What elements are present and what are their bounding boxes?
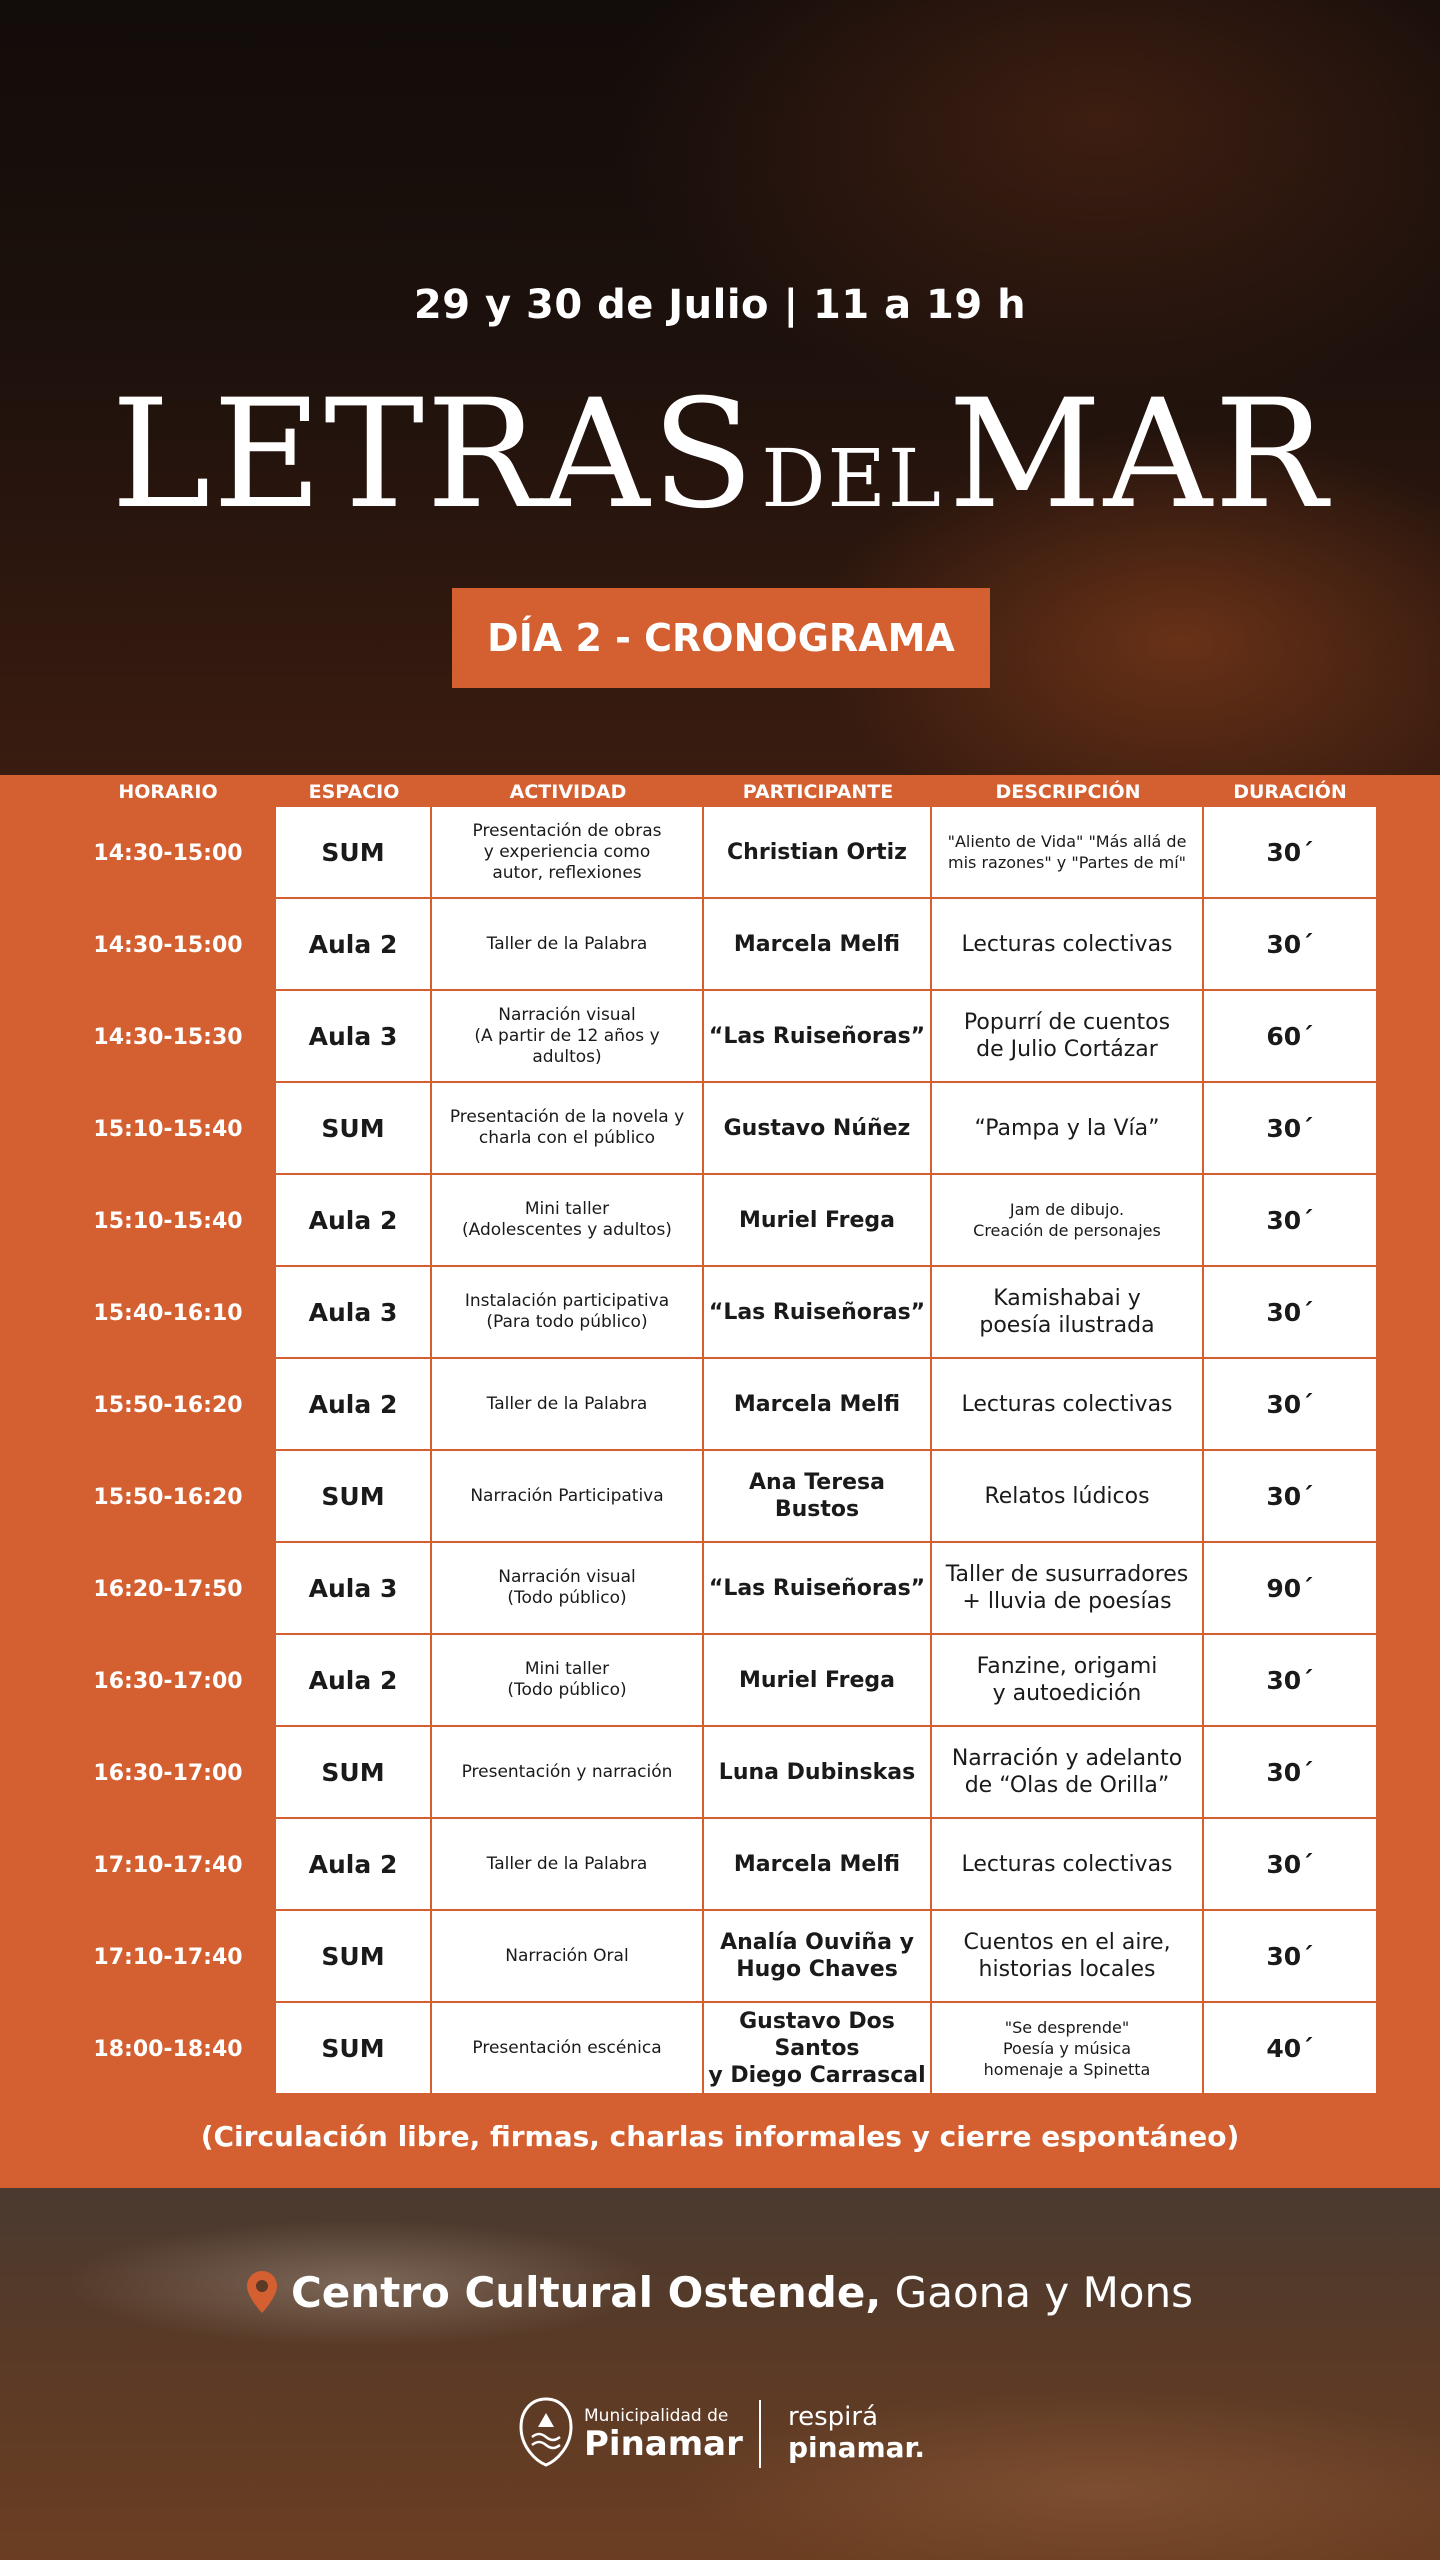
row-duracion: 30´ — [1204, 1175, 1376, 1267]
row-duracion: 30´ — [1204, 1911, 1376, 2003]
row-espacio: Aula 3 — [276, 991, 432, 1083]
row-duracion: 40´ — [1204, 2003, 1376, 2095]
row-actividad: Taller de la Palabra — [432, 899, 704, 991]
row-participante: Muriel Frega — [704, 1175, 932, 1267]
row-descripcion: Narración y adelanto de “Olas de Orilla” — [932, 1727, 1204, 1819]
row-actividad: Narración visual (Todo público) — [432, 1543, 704, 1635]
row-espacio: Aula 2 — [276, 1635, 432, 1727]
row-descripcion: "Se desprende" Poesía y música homenaje a Spinetta — [932, 2003, 1204, 2095]
row-duracion: 90´ — [1204, 1543, 1376, 1635]
row-participante: Analía Ouviña y Hugo Chaves — [704, 1911, 932, 2003]
schedule-section — [0, 775, 1440, 2188]
hero-banner — [0, 0, 1440, 775]
row-participante: Ana Teresa Bustos — [704, 1451, 932, 1543]
venue-address: Gaona y Mons — [894, 2268, 1193, 2317]
column-header-participante: PARTICIPANTE — [742, 781, 894, 803]
row-actividad: Narración Oral — [432, 1911, 704, 2003]
title-word-letras: LETRAS — [111, 368, 757, 542]
title-word-mar: MAR — [948, 368, 1329, 542]
table-row — [0, 1267, 1440, 1359]
row-actividad: Taller de la Palabra — [432, 1359, 704, 1451]
row-duracion: 30´ — [1204, 1359, 1376, 1451]
row-espacio: SUM — [276, 1727, 432, 1819]
row-participante: Marcela Melfi — [704, 1819, 932, 1911]
row-espacio: SUM — [276, 1083, 432, 1175]
row-horario: 15:10-15:40 — [93, 1116, 243, 1142]
table-row — [0, 1727, 1440, 1819]
row-duracion: 30´ — [1204, 899, 1376, 991]
table-row — [0, 1451, 1440, 1543]
logos — [0, 2394, 1440, 2474]
table-row — [0, 807, 1440, 899]
row-actividad: Presentación de obras y experiencia como autor, reflexiones — [432, 807, 704, 899]
row-descripcion: “Pampa y la Vía” — [932, 1083, 1204, 1175]
day-badge: DÍA 2 - CRONOGRAMA — [452, 588, 990, 688]
row-espacio: Aula 2 — [276, 899, 432, 991]
row-actividad: Mini taller (Todo público) — [432, 1635, 704, 1727]
respira-label: respirá — [788, 2402, 879, 2432]
municipality-name: Pinamar — [584, 2424, 743, 2464]
row-participante: Gustavo Dos Santos y Diego Carrascal — [704, 2003, 932, 2095]
row-actividad: Narración Participativa — [432, 1451, 704, 1543]
row-duracion: 30´ — [1204, 1819, 1376, 1911]
table-row — [0, 1635, 1440, 1727]
row-horario: 14:30-15:00 — [93, 932, 243, 958]
row-horario: 18:00-18:40 — [93, 2036, 243, 2062]
row-descripcion: Relatos lúdicos — [932, 1451, 1204, 1543]
row-horario: 16:30-17:00 — [93, 1760, 243, 1786]
row-duracion: 30´ — [1204, 1451, 1376, 1543]
row-descripcion: Taller de susurradores + lluvia de poesías — [932, 1543, 1204, 1635]
row-participante: “Las Ruiseñoras” — [704, 1267, 932, 1359]
row-duracion: 30´ — [1204, 1635, 1376, 1727]
row-horario: 15:50-16:20 — [93, 1392, 243, 1418]
row-duracion: 30´ — [1204, 1727, 1376, 1819]
venue-location — [0, 2268, 1440, 2323]
event-title — [0, 370, 1440, 540]
column-header-actividad: ACTIVIDAD — [509, 781, 627, 803]
row-actividad: Narración visual (A partir de 12 años y adultos) — [432, 991, 704, 1083]
row-espacio: SUM — [276, 1451, 432, 1543]
row-descripcion: Jam de dibujo. Creación de personajes — [932, 1175, 1204, 1267]
row-actividad: Instalación participativa (Para todo público) — [432, 1267, 704, 1359]
row-descripcion: Cuentos en el aire, historias locales — [932, 1911, 1204, 2003]
column-header-espacio: ESPACIO — [308, 781, 400, 803]
row-participante: Christian Ortiz — [704, 807, 932, 899]
pinamar-label: pinamar. — [788, 2431, 925, 2464]
row-descripcion: Fanzine, origami y autoedición — [932, 1635, 1204, 1727]
row-actividad: Taller de la Palabra — [432, 1819, 704, 1911]
row-espacio: SUM — [276, 2003, 432, 2095]
venue-name: Centro Cultural Ostende, — [290, 2268, 882, 2317]
table-row — [0, 1359, 1440, 1451]
respira-pinamar-logo — [788, 2402, 925, 2464]
row-actividad: Presentación de la novela y charla con el público — [432, 1083, 704, 1175]
row-espacio: SUM — [276, 807, 432, 899]
footer — [0, 2188, 1440, 2560]
table-row — [0, 1819, 1440, 1911]
row-participante: “Las Ruiseñoras” — [704, 991, 932, 1083]
row-actividad: Presentación escénica — [432, 2003, 704, 2095]
table-row — [0, 991, 1440, 1083]
row-duracion: 60´ — [1204, 991, 1376, 1083]
municipal-seal-icon — [518, 2397, 574, 2471]
table-header — [0, 775, 1440, 809]
column-header-duracion: DURACIÓN — [1233, 781, 1347, 803]
row-horario: 17:10-17:40 — [93, 1852, 243, 1878]
row-duracion: 30´ — [1204, 1083, 1376, 1175]
location-pin-icon — [247, 2271, 277, 2323]
row-descripcion: "Aliento de Vida" "Más allá de mis razones" y "Partes de mí" — [932, 807, 1204, 899]
table-row — [0, 899, 1440, 991]
row-descripcion: Popurrí de cuentos de Julio Cortázar — [932, 991, 1204, 1083]
table-row — [0, 1083, 1440, 1175]
row-horario: 16:20-17:50 — [93, 1576, 243, 1602]
row-participante: Muriel Frega — [704, 1635, 932, 1727]
row-horario: 14:30-15:00 — [93, 840, 243, 866]
row-espacio: Aula 2 — [276, 1359, 432, 1451]
row-actividad: Mini taller (Adolescentes y adultos) — [432, 1175, 704, 1267]
row-horario: 15:10-15:40 — [93, 1208, 243, 1234]
row-horario: 16:30-17:00 — [93, 1668, 243, 1694]
row-duracion: 30´ — [1204, 1267, 1376, 1359]
table-row — [0, 1175, 1440, 1267]
row-espacio: Aula 2 — [276, 1819, 432, 1911]
table-row — [0, 2003, 1440, 2095]
row-espacio: Aula 3 — [276, 1543, 432, 1635]
municipality-logo — [518, 2394, 743, 2474]
row-duracion: 30´ — [1204, 807, 1376, 899]
table-row — [0, 1543, 1440, 1635]
event-dates: 29 y 30 de Julio | 11 a 19 h — [413, 282, 1027, 328]
row-descripcion: Lecturas colectivas — [932, 1819, 1204, 1911]
row-espacio: Aula 2 — [276, 1175, 432, 1267]
row-participante: Gustavo Núñez — [704, 1083, 932, 1175]
row-participante: Luna Dubinskas — [704, 1727, 932, 1819]
municipality-label: Municipalidad de — [584, 2406, 729, 2426]
row-descripcion: Lecturas colectivas — [932, 1359, 1204, 1451]
row-horario: 17:10-17:40 — [93, 1944, 243, 1970]
row-horario: 14:30-15:30 — [93, 1024, 243, 1050]
row-descripcion: Kamishabai y poesía ilustrada — [932, 1267, 1204, 1359]
logo-divider — [759, 2400, 761, 2468]
row-participante: “Las Ruiseñoras” — [704, 1543, 932, 1635]
row-espacio: SUM — [276, 1911, 432, 2003]
title-word-del: DEL — [761, 432, 943, 525]
row-horario: 15:40-16:10 — [93, 1300, 243, 1326]
row-horario: 15:50-16:20 — [93, 1484, 243, 1510]
row-participante: Marcela Melfi — [704, 899, 932, 991]
column-header-descripcion: DESCRIPCIÓN — [995, 781, 1141, 803]
row-descripcion: Lecturas colectivas — [932, 899, 1204, 991]
table-row — [0, 1911, 1440, 2003]
column-header-horario: HORARIO — [118, 781, 218, 803]
closing-note: (Circulación libre, firmas, charlas informales y cierre espontáneo) — [200, 2120, 1240, 2153]
row-participante: Marcela Melfi — [704, 1359, 932, 1451]
row-espacio: Aula 3 — [276, 1267, 432, 1359]
row-actividad: Presentación y narración — [432, 1727, 704, 1819]
